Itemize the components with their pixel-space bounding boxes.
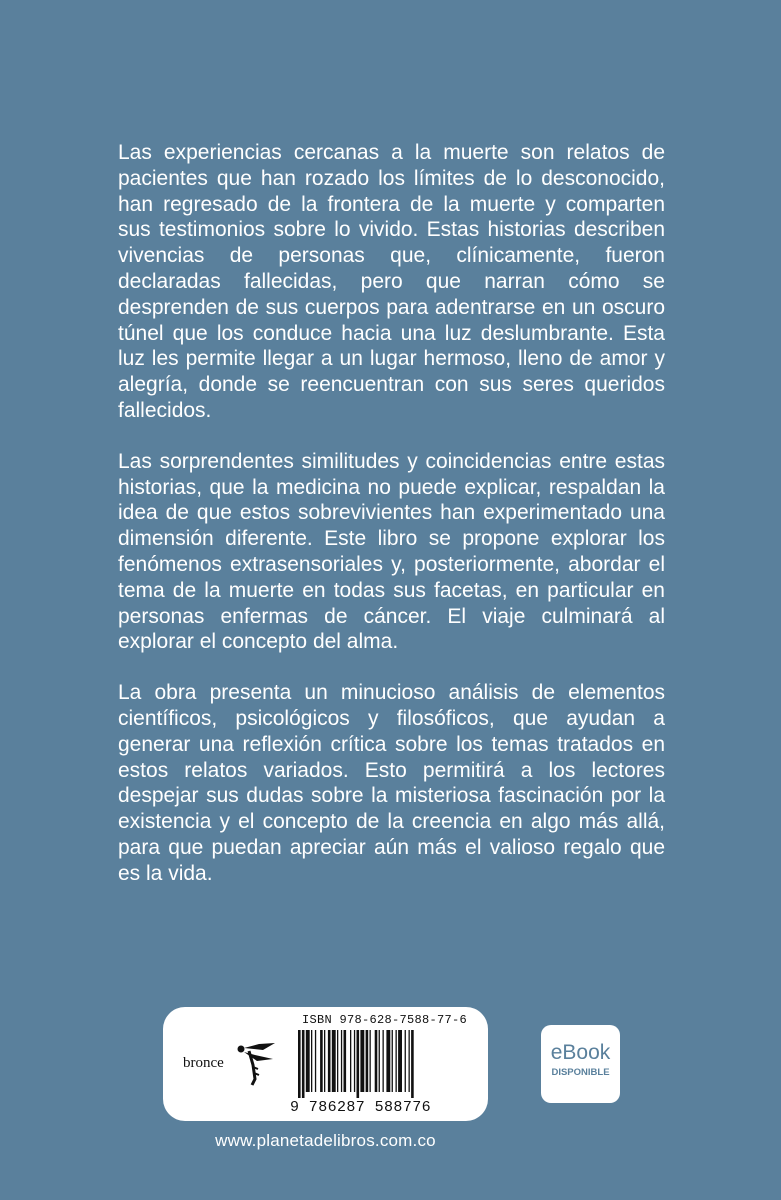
ebook-available-badge <box>541 1025 620 1103</box>
isbn-label: ISBN 978-628-7588-77-6 <box>302 1013 468 1027</box>
ebook-subtitle: DISPONIBLE <box>551 1067 610 1078</box>
dragonfly-icon <box>235 1039 279 1092</box>
back-cover-blurb <box>118 140 665 912</box>
publisher-name: bronce <box>183 1055 224 1071</box>
barcode-bars <box>298 1030 478 1098</box>
barcode-digits: 9 786287 588776 <box>290 1099 432 1116</box>
ebook-title: eBook <box>550 1041 611 1064</box>
blurb-paragraph-3: La obra presenta un minucioso análisis de elementos científicos, psicológicos y filosóficos, que ayudan a generar una reflexión crítica sobre los temas tratados en estos relatos variados. Esto permitirá a los lectores despejar sus dudas sobre la misteriosa fascinación por la existencia y el concepto de la creencia en algo más allá, para que puedan apreciar aún más el valioso regalo que es la vida. <box>118 681 665 885</box>
blurb-paragraph-2: Las sorprendentes similitudes y coincidencias entre estas historias, que la medicina no puede explicar, respaldan la idea de que estos sobrevivientes han experimentado una dimensión diferente. Este libro se propone explorar los fenómenos extrasensoriales y, posteriormente, abordar el tema de la muerte en todas sus facetas, en particular en personas enfermas de cáncer. El viaje culminará al explorar el concepto del alma. <box>118 449 665 654</box>
blurb-paragraph-1: Las experiencias cercanas a la muerte son relatos de pacientes que han rozado los límites de lo desconocido, han regresado de la frontera de la muerte y comparten sus testimonios sobre lo vivido. Estas historias describen vivencias de personas que, clínicamente, fueron declaradas fallecidas, pero que narran cómo se desprenden de sus cuerpos para adentrarse en un oscuro túnel que los conduce hacia una luz deslumbrante. Esta luz les permite llegar a un lugar hermoso, lleno de amor y alegría, donde se reencuentran con sus seres queridos fallecidos. <box>118 141 665 422</box>
publisher-website: www.planetadelibros.com.co <box>215 1131 436 1150</box>
isbn-barcode-panel <box>163 1007 488 1121</box>
